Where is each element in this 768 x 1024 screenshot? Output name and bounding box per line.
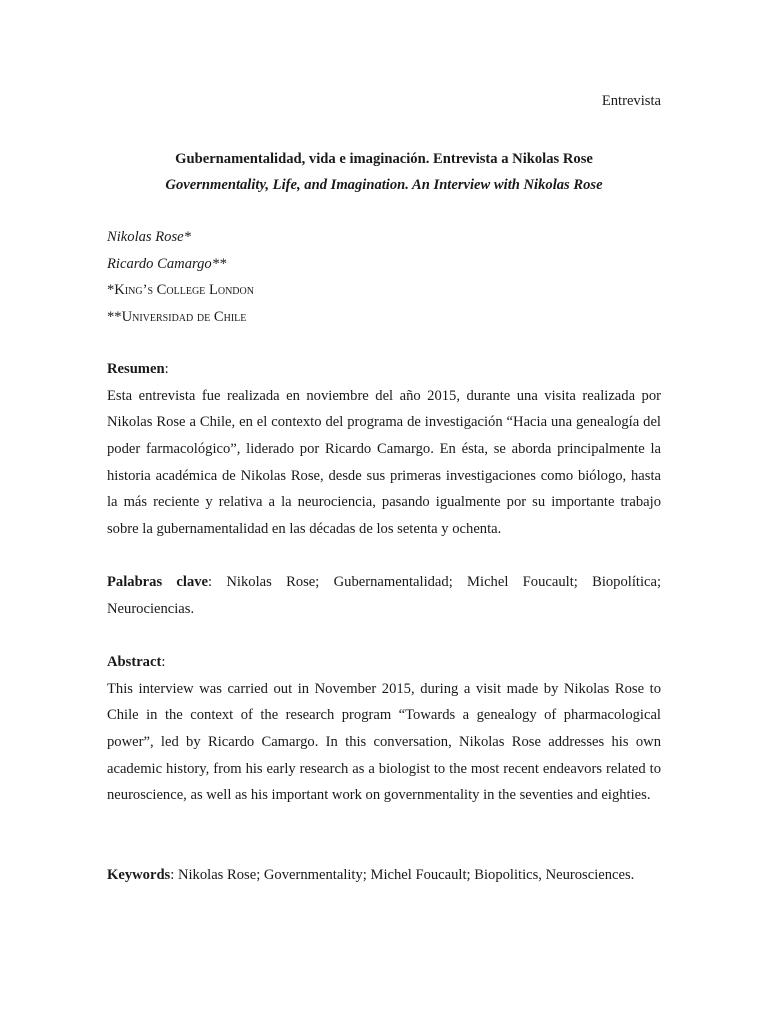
keywords-heading: Keywords: [107, 867, 171, 883]
author-marker: *: [183, 229, 191, 245]
resumen-heading-line: Resumen:: [107, 361, 169, 377]
affiliation-name: Universidad de Chile: [121, 308, 247, 325]
palabras-clave-section: [107, 569, 661, 622]
abstract-heading-line: Abstract:: [107, 654, 166, 670]
keywords-paragraph: Keywords: Nikolas Rose; Governmentality; Michel Foucault; Biopolitics, Neurosciences.: [107, 867, 635, 883]
keywords-text: Nikolas Rose; Governmentality; Michel Foucault; Biopolitics, Neurosciences.: [177, 867, 635, 883]
author-line: [107, 251, 661, 278]
affiliation-marker: **: [107, 308, 122, 325]
palabras-clave-heading: Palabras clave: [107, 574, 209, 590]
keywords-section: [107, 862, 661, 889]
author-block: [107, 224, 661, 330]
affiliation-marker: *: [107, 282, 115, 298]
title-english: Governmentality, Life, and Imagination. An Interview with Nikolas Rose: [165, 177, 603, 193]
abstract-heading: Abstract: [107, 654, 162, 670]
title-block: [107, 146, 661, 198]
affiliation-line: [107, 277, 661, 304]
affiliation-name: King’s College London: [114, 282, 254, 298]
resumen-text: Esta entrevista fue realizada en noviembre del año 2015, durante una visita realizada por Nikolas Rose a Chile, en el contexto del programa de investigación “Hacia una genealogía del poder farmacológico”, liderado por Ricardo Camargo. En ésta, se aborda principalmente la historia académica de Nikolas Rose, desde sus primeras investigaciones como biólogo, hasta la más reciente y relativa a la neurociencia, pasando igualmente por su importante trabajo sobre la gubernamentalidad en las décadas de los setenta y ochenta.: [107, 387, 661, 538]
author-line: [107, 224, 661, 251]
affiliation-line: [107, 304, 661, 331]
abstract-text: This interview was carried out in November 2015, during a visit made by Nikolas Rose to Chile in the context of the research program “Towards a genealogy of pharmacological power”, led by Ricardo Camargo. In this conversation, Nikolas Rose addresses his own academic history, from his early research as a biologist to the most recent endeavors related to neuroscience, as well as his important work on governmentality in the seventies and eighties.: [107, 680, 661, 804]
abstract-section: [107, 649, 661, 809]
resumen-heading: Resumen: [107, 361, 165, 377]
author-name: Nikolas Rose: [107, 229, 184, 245]
palabras-clave-paragraph: Palabras clave: Nikolas Rose; Gubernamentalidad; Michel Foucault; Biopolítica; Neurociencias.: [107, 574, 662, 617]
section-label: Entrevista: [601, 93, 661, 109]
author-marker: **: [211, 255, 227, 272]
resumen-section: [107, 356, 661, 543]
title-spanish: Gubernamentalidad, vida e imaginación. Entrevista a Nikolas Rose: [175, 151, 593, 167]
palabras-clave-text: Nikolas Rose; Gubernamentalidad; Michel Foucault; Biopolítica; Neurociencias.: [107, 574, 662, 617]
author-name: Ricardo Camargo: [107, 255, 212, 272]
